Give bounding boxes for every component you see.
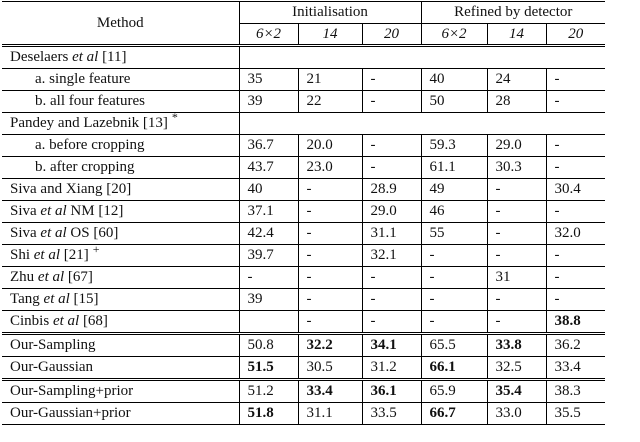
method-cell: a. before cropping	[2, 135, 239, 157]
value-cell: 31.2	[362, 357, 421, 380]
value-cell: 32.0	[546, 223, 605, 245]
value-cell: 50.8	[239, 334, 298, 357]
value-cell: 33.4	[298, 380, 362, 403]
value-cell: 35.4	[487, 380, 546, 403]
value-cell: 50	[421, 91, 487, 113]
method-cell: Deselaers et al [11]	[2, 46, 239, 69]
method-header: Method	[2, 2, 239, 46]
value-cell: -	[298, 267, 362, 289]
table-row	[2, 69, 605, 91]
value-cell: -	[421, 289, 487, 311]
value-cell: 65.5	[421, 334, 487, 357]
value-cell: 29.0	[487, 135, 546, 157]
method-cell: b. after cropping	[2, 157, 239, 179]
subheader-cell: 14	[487, 24, 546, 46]
value-cell: -	[487, 289, 546, 311]
method-etal: et al	[40, 225, 67, 241]
method-cell: Our-Sampling	[2, 334, 239, 357]
value-cell: 20.0	[298, 135, 362, 157]
method-etal: et al	[33, 247, 61, 263]
value-cell: 33.4	[546, 357, 605, 380]
value-cell: -	[546, 69, 605, 91]
method-etal: et al	[40, 203, 67, 219]
our-method-row	[2, 403, 605, 425]
value-cell: -	[298, 223, 362, 245]
table-row	[2, 267, 605, 289]
value-cell: -	[546, 135, 605, 157]
subheader-cell: 14	[298, 24, 362, 46]
value-cell: -	[421, 267, 487, 289]
value-cell: -	[546, 201, 605, 223]
method-cell: b. all four features	[2, 91, 239, 113]
value-cell: 59.3	[421, 135, 487, 157]
value-cell: 30.3	[487, 157, 546, 179]
method-etal: et al	[52, 313, 80, 329]
value-cell: -	[298, 245, 362, 267]
value-cell: -	[362, 289, 421, 311]
method-cell: Siva et al OS [60]	[2, 223, 239, 245]
refined-header: Refined by detector	[421, 2, 605, 24]
method-cell: Siva et al NM [12]	[2, 201, 239, 223]
method-etal: et al	[72, 49, 99, 65]
method-cell: Cinbis et al [68]	[2, 311, 239, 334]
table-row	[2, 91, 605, 113]
our-method-row	[2, 334, 605, 357]
value-cell: 28	[487, 91, 546, 113]
group-title-row	[2, 113, 605, 135]
our-method-row	[2, 357, 605, 380]
value-cell: -	[546, 91, 605, 113]
method-footnote-mark: *	[171, 110, 178, 124]
value-cell: 38.8	[546, 311, 605, 334]
table-row	[2, 157, 605, 179]
method-cell: Our-Gaussian+prior	[2, 403, 239, 425]
value-cell: 36.1	[362, 380, 421, 403]
value-cell: 22	[298, 91, 362, 113]
value-cell: 35	[239, 69, 298, 91]
method-cell: Pandey and Lazebnik [13] *	[2, 113, 239, 135]
value-cell: -	[487, 245, 546, 267]
value-cell: -	[362, 267, 421, 289]
subheader-cell: 20	[362, 24, 421, 46]
value-cell: -	[487, 179, 546, 201]
value-cell: -	[362, 157, 421, 179]
method-cell: Our-Sampling+prior	[2, 380, 239, 403]
value-cell: -	[362, 69, 421, 91]
method-etal: et al	[43, 291, 70, 307]
value-cell: 23.0	[298, 157, 362, 179]
value-cell: -	[362, 311, 421, 334]
value-cell: 65.9	[421, 380, 487, 403]
value-cell: 30.4	[546, 179, 605, 201]
value-cell: 40	[421, 69, 487, 91]
subheader-cell: 20	[546, 24, 605, 46]
value-cell: 49	[421, 179, 487, 201]
value-cell: -	[362, 135, 421, 157]
value-cell: 37.1	[239, 201, 298, 223]
method-footnote-mark: +	[92, 242, 100, 256]
value-cell: 31.1	[298, 403, 362, 425]
results-table	[2, 1, 605, 425]
value-cell: 40	[239, 179, 298, 201]
table-row	[2, 289, 605, 311]
initialisation-header: Initialisation	[239, 2, 421, 24]
value-cell: -	[298, 201, 362, 223]
value-cell: 66.1	[421, 357, 487, 380]
value-cell: 43.7	[239, 157, 298, 179]
value-cell	[239, 311, 298, 334]
value-cell: 35.5	[546, 403, 605, 425]
value-cell: 32.5	[487, 357, 546, 380]
value-cell: 28.9	[362, 179, 421, 201]
value-cell: -	[487, 201, 546, 223]
value-cell: 51.5	[239, 357, 298, 380]
subheader-cell: 6×2	[421, 24, 487, 46]
value-cell: 36.2	[546, 334, 605, 357]
value-cell: 39.7	[239, 245, 298, 267]
value-cell: 36.7	[239, 135, 298, 157]
value-cell: 51.8	[239, 403, 298, 425]
value-cell: 32.2	[298, 334, 362, 357]
value-cell: 30.5	[298, 357, 362, 380]
method-cell: a. single feature	[2, 69, 239, 91]
value-cell: 51.2	[239, 380, 298, 403]
method-cell: Our-Gaussian	[2, 357, 239, 380]
method-cell: Zhu et al [67]	[2, 267, 239, 289]
value-cell: 66.7	[421, 403, 487, 425]
value-cell: 42.4	[239, 223, 298, 245]
value-cell: 55	[421, 223, 487, 245]
table-row	[2, 135, 605, 157]
value-cell: 24	[487, 69, 546, 91]
value-cell: 21	[298, 69, 362, 91]
value-cell: -	[546, 157, 605, 179]
value-cell: 33.8	[487, 334, 546, 357]
value-cell: 46	[421, 201, 487, 223]
value-cell: -	[546, 245, 605, 267]
value-cell: -	[298, 289, 362, 311]
value-cell: 38.3	[546, 380, 605, 403]
value-cell: 33.0	[487, 403, 546, 425]
group-title-row	[2, 46, 605, 69]
value-cell: -	[421, 245, 487, 267]
empty-cell	[239, 113, 605, 135]
value-cell: 29.0	[362, 201, 421, 223]
value-cell: 61.1	[421, 157, 487, 179]
table-row	[2, 201, 605, 223]
table-row	[2, 179, 605, 201]
value-cell: -	[421, 311, 487, 334]
method-etal: et al	[37, 269, 65, 285]
value-cell: -	[298, 179, 362, 201]
value-cell: 31	[487, 267, 546, 289]
method-cell: Siva and Xiang [20]	[2, 179, 239, 201]
value-cell: -	[487, 311, 546, 334]
subheader-cell: 6×2	[239, 24, 298, 46]
value-cell: -	[546, 267, 605, 289]
value-cell: 39	[239, 91, 298, 113]
value-cell: -	[362, 91, 421, 113]
value-cell: -	[298, 311, 362, 334]
value-cell: 33.5	[362, 403, 421, 425]
value-cell: -	[546, 289, 605, 311]
empty-cell	[239, 46, 605, 69]
our-method-row	[2, 380, 605, 403]
value-cell: 31.1	[362, 223, 421, 245]
value-cell: 34.1	[362, 334, 421, 357]
table-row	[2, 245, 605, 267]
value-cell: 32.1	[362, 245, 421, 267]
value-cell: -	[487, 223, 546, 245]
value-cell: -	[239, 267, 298, 289]
value-cell: 39	[239, 289, 298, 311]
method-cell: Tang et al [15]	[2, 289, 239, 311]
method-cell: Shi et al [21] +	[2, 245, 239, 267]
table-row	[2, 311, 605, 334]
